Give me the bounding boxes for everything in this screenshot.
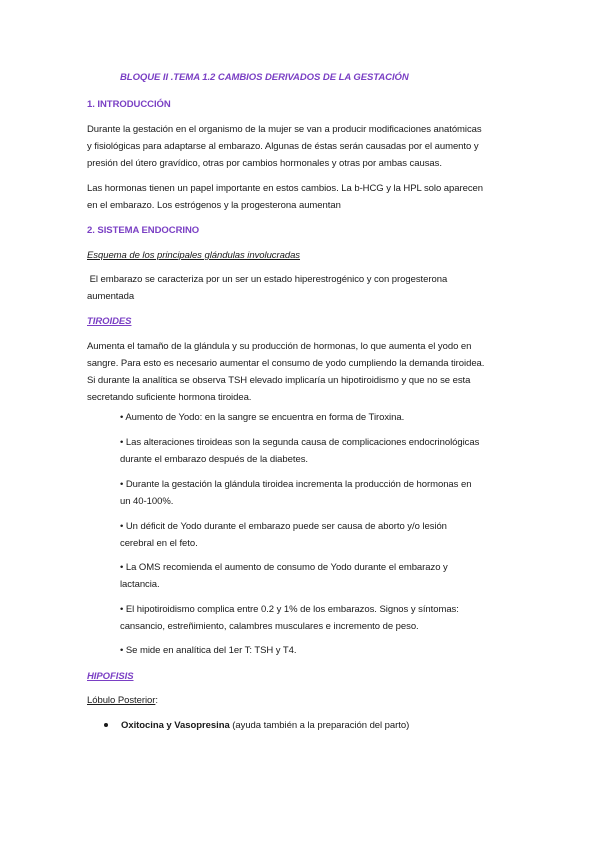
tiroides-bullet: • Un déficit de Yodo durante el embarazo puede ser causa de aborto y/o lesión: [120, 521, 447, 532]
tiroides-bullet-continuation: cansancio, estreñimiento, calambres musculares e incremento de peso.: [120, 621, 419, 632]
tiroides-bullet: • El hipotiroidismo complica entre 0.2 y 1% de los embarazos. Signos y síntomas:: [120, 604, 459, 615]
bullet-dot-icon: [104, 723, 108, 727]
tiroides-bullet: • Durante la gestación la glándula tiroidea incrementa la producción de hormonas en: [120, 479, 472, 490]
hipofisis-list-item: [121, 717, 409, 735]
lobulo-colon: :: [155, 695, 158, 706]
lobulo-posterior-text: Lóbulo Posterior: [87, 695, 156, 706]
tiroides-paragraph-line: Aumenta el tamaño de la glándula y su producción de hormonas, lo que aumenta el yodo en: [87, 341, 472, 352]
tiroides-bullet: • Se mide en analítica del 1er T: TSH y T4.: [120, 645, 297, 656]
intro-paragraph-line: y fisiológicas para adaptarse al embarazo. Algunas de éstas serán causadas por el aumento y: [87, 141, 479, 152]
tiroides-bullet-continuation: cerebral en el feto.: [120, 538, 198, 549]
tiroides-bullet: • La OMS recomienda el aumento de consumo de Yodo durante el embarazo y: [120, 562, 448, 573]
tiroides-bullet-continuation: un 40-100%.: [120, 496, 174, 507]
hipofisis-item-bold: Oxitocina y Vasopresina: [121, 720, 230, 731]
lobulo-posterior-label: [87, 692, 158, 710]
intro-paragraph-line: Durante la gestación en el organismo de la mujer se van a producir modificaciones anatómicas: [87, 124, 482, 135]
endocrino-paragraph-line: El embarazo se caracteriza por un ser un estado hiperestrogénico y con progesterona: [87, 274, 448, 285]
tiroides-bullet: • Las alteraciones tiroideas son la segunda causa de complicaciones endocrinológicas: [120, 437, 480, 448]
tiroides-paragraph-line: sangre. Para esto es necesario aumentar el consumo de yodo cumpliendo la demanda tiroidea.: [87, 358, 485, 369]
hormones-paragraph-line: Las hormonas tienen un papel importante en estos cambios. La b-HCG y la HPL solo aparecen: [87, 183, 484, 194]
document-title: BLOQUE II .TEMA 1.2 CAMBIOS DERIVADOS DE LA GESTACIÓN: [120, 72, 409, 83]
endocrino-paragraph-line: aumentada: [87, 291, 135, 302]
tiroides-bullet: • Aumento de Yodo: en la sangre se encuentra en forma de Tiroxina.: [120, 412, 405, 423]
glands-scheme-subheading: Esquema de los principales glándulas involucradas: [87, 250, 301, 261]
hipofisis-item-rest: (ayuda también a la preparación del parto): [229, 720, 410, 731]
tiroides-bullet-continuation: durante el embarazo después de la diabetes.: [120, 454, 308, 465]
tiroides-heading: TIROIDES: [87, 316, 132, 327]
tiroides-paragraph-line: secretando suficiente hormona tiroidea.: [87, 392, 252, 403]
section-heading-introduccion: 1. INTRODUCCIÓN: [87, 99, 171, 110]
tiroides-paragraph-line: Si durante la analítica se observa TSH elevado implicaría un hipotiroidismo y que no se esta: [87, 375, 471, 386]
intro-paragraph-line: presión del útero gravídico, otras por cambios hormonales y otras por ambas causas.: [87, 158, 442, 169]
tiroides-bullet-continuation: lactancia.: [120, 579, 160, 590]
hipofisis-heading: HIPOFISIS: [87, 671, 134, 682]
section-heading-sistema-endocrino: 2. SISTEMA ENDOCRINO: [87, 225, 200, 236]
hormones-paragraph-line: en el embarazo. Los estrógenos y la progesterona aumentan: [87, 200, 341, 211]
